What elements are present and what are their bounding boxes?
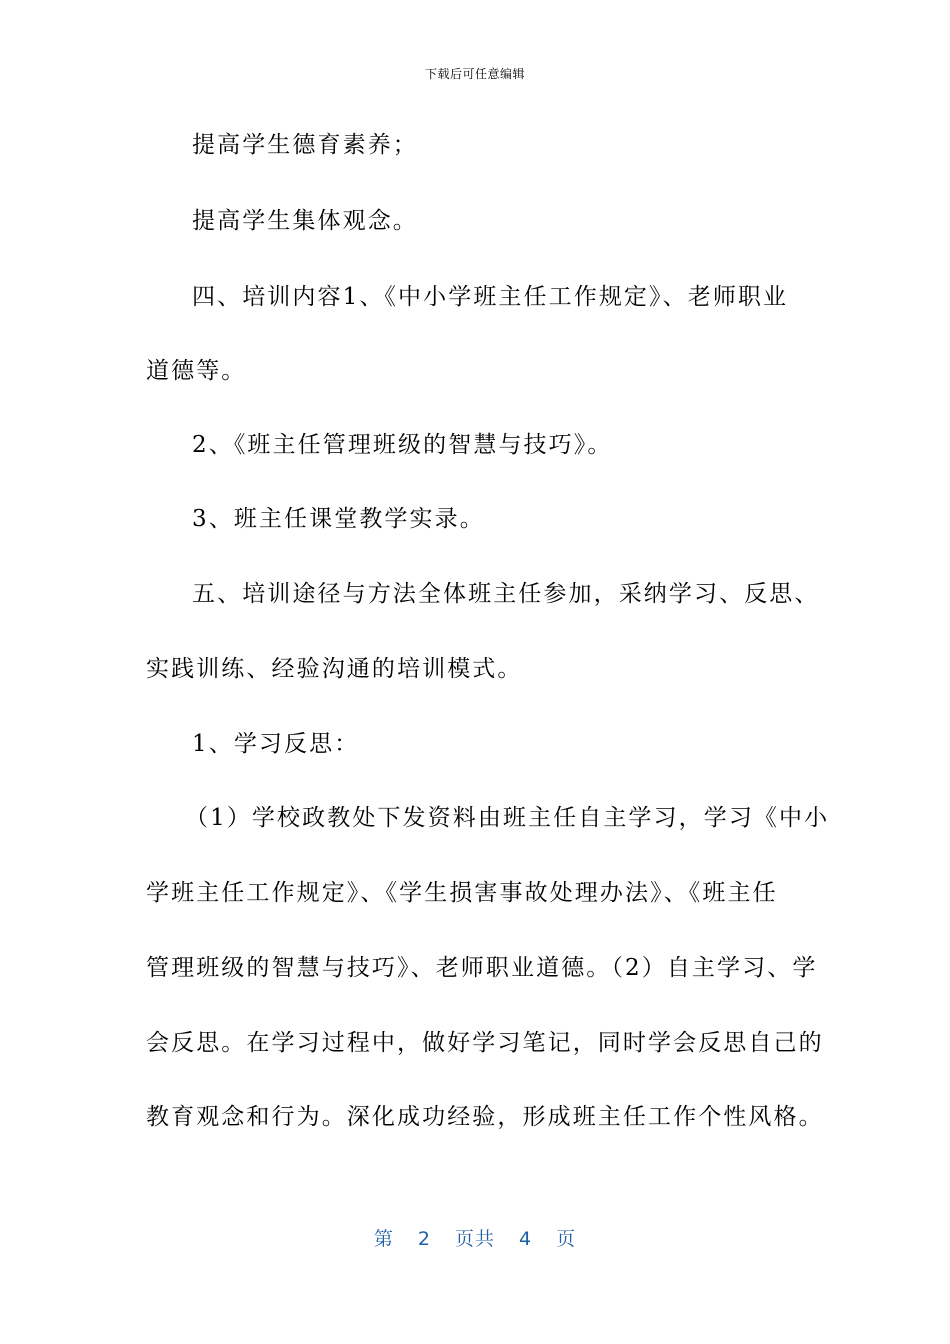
body-line: 提高学生德育素养；: [192, 132, 418, 158]
body-line: 3、班主任课堂教学实录。: [192, 506, 485, 532]
body-line: 道德等。: [146, 358, 247, 384]
body-line: （1）学校政教处下发资料由班主任自主学习，学习《中小: [185, 805, 830, 831]
body-line: 实践训练、经验沟通的培训模式。: [146, 656, 523, 682]
body-line: 2、《班主任管理班级的智慧与技巧》。: [192, 432, 613, 458]
body-line: 四、培训内容1、《中小学班主任工作规定》、老师职业: [192, 284, 789, 310]
body-line: 1、学习反思：: [192, 731, 360, 757]
footer-middle: 页共: [454, 1228, 495, 1250]
footer-current-page: 2: [417, 1228, 431, 1250]
page-header: 下载后可任意编辑: [424, 67, 525, 81]
footer-suffix: 页: [556, 1228, 577, 1250]
body-line: 教育观念和行为。深化成功经验，形成班主任工作个性风格。: [146, 1104, 824, 1130]
body-line: 会反思。在学习过程中，做好学习笔记，同时学会反思自己的: [146, 1030, 824, 1056]
footer-prefix: 第: [373, 1228, 394, 1250]
body-line: 管理班级的智慧与技巧》、老师职业道德。（2）自主学习、学: [146, 955, 818, 981]
body-line: 提高学生集体观念。: [192, 208, 418, 234]
page-footer: [0, 1226, 950, 1252]
footer-total-pages: 4: [519, 1228, 533, 1250]
body-line: 学班主任工作规定》、《学生损害事故处理办法》、《班主任: [146, 880, 778, 906]
body-line: 五、培训途径与方法全体班主任参加，采纳学习、反思、: [192, 581, 820, 607]
